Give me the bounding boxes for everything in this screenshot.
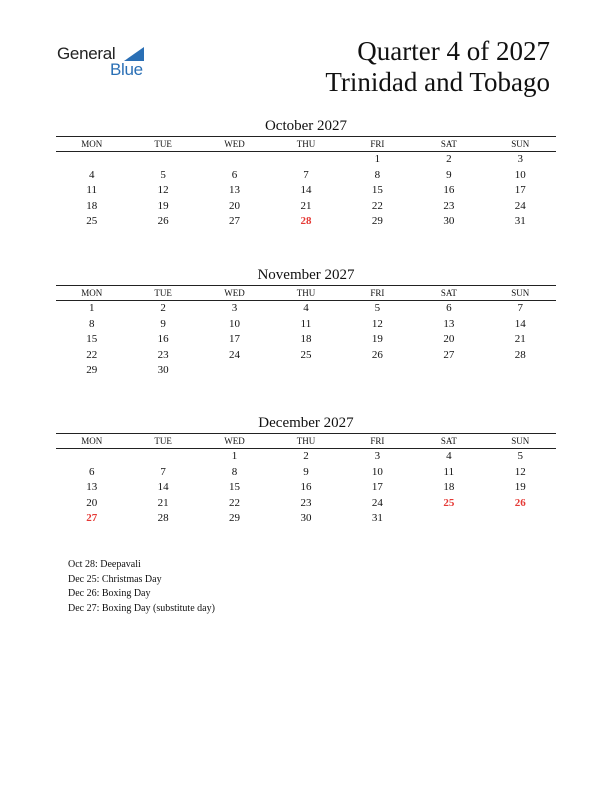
holiday-note: Dec 26: Boxing Day xyxy=(68,588,151,599)
holiday-day-cell: 26 xyxy=(514,496,526,509)
week-row xyxy=(56,511,556,527)
day-cell: 7 xyxy=(517,302,524,314)
title-country: Trinidad and Tobago xyxy=(325,67,550,97)
empty-day-cell xyxy=(485,511,556,527)
weekday-header: SAT xyxy=(413,137,484,152)
day-cell: 9 xyxy=(446,168,452,181)
week-row xyxy=(56,183,556,199)
day-cell: 17 xyxy=(229,333,241,345)
day-cell: 3 xyxy=(374,450,381,462)
day-cell: 16 xyxy=(300,481,312,493)
day-cell: 22 xyxy=(229,496,241,509)
day-cell: 23 xyxy=(300,496,312,509)
week-row xyxy=(56,168,556,184)
day-cell: 31 xyxy=(514,215,526,227)
logo-word-general: General xyxy=(57,44,116,63)
empty-day-cell xyxy=(199,152,270,168)
day-cell: 20 xyxy=(86,496,98,509)
day-cell: 13 xyxy=(443,317,455,330)
day-cell: 17 xyxy=(371,481,383,493)
holiday-day-cell: 28 xyxy=(300,215,312,227)
weekday-header: SUN xyxy=(485,434,556,449)
page-title xyxy=(325,36,550,98)
day-cell: 13 xyxy=(86,481,98,493)
holiday-day-cell: 25 xyxy=(443,496,455,509)
day-cell: 13 xyxy=(229,184,241,196)
month-calendar xyxy=(56,413,556,527)
weekday-header: THU xyxy=(270,137,341,152)
day-cell: 1 xyxy=(231,450,238,462)
holiday-note: Dec 25: Christmas Day xyxy=(68,573,162,585)
day-cell: 29 xyxy=(371,215,383,227)
day-cell: 23 xyxy=(157,348,169,361)
generalblue-logo xyxy=(57,44,157,82)
weekday-header: SAT xyxy=(413,286,484,301)
month-title: December 2027 xyxy=(258,415,354,431)
day-cell: 24 xyxy=(514,199,526,212)
day-cell: 9 xyxy=(303,465,309,478)
day-cell: 26 xyxy=(371,348,383,361)
holiday-note: Oct 28: Deepavali xyxy=(68,559,141,570)
day-cell: 21 xyxy=(157,496,169,509)
month-calendar xyxy=(56,265,556,379)
day-cell: 8 xyxy=(231,465,238,478)
day-cell: 11 xyxy=(443,465,455,478)
week-row xyxy=(56,332,556,348)
day-cell: 11 xyxy=(86,184,97,196)
day-cell: 9 xyxy=(160,317,166,330)
weekday-header-row xyxy=(56,434,556,449)
day-cell: 2 xyxy=(160,302,166,314)
week-row xyxy=(56,449,556,465)
week-row xyxy=(56,199,556,215)
week-row xyxy=(56,348,556,364)
empty-day-cell xyxy=(413,363,484,379)
month-title: October 2027 xyxy=(264,118,348,134)
day-cell: 30 xyxy=(157,364,169,376)
day-cell: 14 xyxy=(514,317,526,330)
week-row xyxy=(56,465,556,481)
weekday-header: WED xyxy=(199,137,270,152)
title-quarter: Quarter 4 of 2027 xyxy=(357,36,550,66)
day-cell: 26 xyxy=(157,215,169,227)
weekday-header: SUN xyxy=(485,137,556,152)
weekday-header: TUE xyxy=(127,286,198,301)
day-cell: 6 xyxy=(446,302,452,314)
day-cell: 6 xyxy=(231,168,238,181)
holiday-note: Dec 27: Boxing Day (substitute day) xyxy=(68,602,215,614)
day-cell: 5 xyxy=(517,450,524,462)
day-cell: 8 xyxy=(88,317,95,330)
day-cell: 17 xyxy=(514,184,526,196)
logo-triangle-icon xyxy=(124,47,144,61)
day-cell: 5 xyxy=(160,168,166,181)
day-cell: 24 xyxy=(371,496,383,509)
weekday-header: THU xyxy=(270,434,341,449)
day-cell: 5 xyxy=(374,302,381,314)
weekday-header: WED xyxy=(199,434,270,449)
day-cell: 29 xyxy=(229,512,241,524)
empty-day-cell xyxy=(127,152,198,168)
day-cell: 25 xyxy=(300,348,312,361)
logo-word-blue: Blue xyxy=(110,60,143,79)
weekday-header: THU xyxy=(270,286,341,301)
holiday-day-cell: 27 xyxy=(86,512,98,524)
month-calendar xyxy=(56,116,556,230)
holiday-notes xyxy=(68,558,215,616)
day-cell: 4 xyxy=(88,168,95,181)
weekday-header: FRI xyxy=(342,286,413,301)
day-cell: 28 xyxy=(514,348,526,361)
day-cell: 30 xyxy=(300,512,312,524)
day-cell: 14 xyxy=(300,184,312,196)
day-cell: 8 xyxy=(374,168,381,181)
day-cell: 3 xyxy=(517,153,524,165)
day-cell: 11 xyxy=(300,317,312,330)
day-cell: 23 xyxy=(443,199,455,212)
day-cell: 10 xyxy=(229,317,241,330)
day-cell: 16 xyxy=(157,333,169,345)
day-cell: 18 xyxy=(300,333,312,345)
weekday-header-row xyxy=(56,286,556,301)
day-cell: 15 xyxy=(86,333,98,345)
day-cell: 27 xyxy=(443,348,455,361)
day-cell: 16 xyxy=(443,184,455,196)
week-row xyxy=(56,152,556,168)
empty-day-cell xyxy=(270,152,341,168)
day-cell: 22 xyxy=(371,199,383,212)
weekday-header: TUE xyxy=(127,137,198,152)
day-cell: 12 xyxy=(157,184,169,196)
week-row xyxy=(56,363,556,379)
day-cell: 1 xyxy=(88,302,95,314)
day-cell: 24 xyxy=(229,348,241,361)
weekday-header: MON xyxy=(56,434,127,449)
day-cell: 25 xyxy=(86,215,98,227)
week-row xyxy=(56,301,556,317)
day-cell: 20 xyxy=(443,333,455,345)
empty-day-cell xyxy=(270,363,341,379)
weekday-header: MON xyxy=(56,137,127,152)
day-cell: 19 xyxy=(157,199,169,212)
empty-day-cell xyxy=(56,152,127,168)
day-cell: 2 xyxy=(303,450,309,462)
day-cell: 18 xyxy=(86,199,98,212)
day-cell: 15 xyxy=(371,184,383,196)
day-cell: 29 xyxy=(86,364,98,376)
week-row xyxy=(56,214,556,230)
day-cell: 1 xyxy=(374,153,381,165)
week-row xyxy=(56,317,556,333)
day-cell: 28 xyxy=(157,512,169,524)
day-cell: 19 xyxy=(371,333,383,345)
day-cell: 7 xyxy=(303,168,309,181)
weekday-header: FRI xyxy=(342,137,413,152)
week-row xyxy=(56,480,556,496)
day-cell: 6 xyxy=(88,465,95,478)
month-grid xyxy=(56,136,556,230)
empty-day-cell xyxy=(342,363,413,379)
day-cell: 19 xyxy=(514,481,526,493)
weekday-header: SAT xyxy=(413,434,484,449)
empty-day-cell xyxy=(127,449,198,465)
day-cell: 12 xyxy=(371,317,383,330)
weekday-header: TUE xyxy=(127,434,198,449)
weekday-header: MON xyxy=(56,286,127,301)
day-cell: 10 xyxy=(371,465,383,478)
day-cell: 15 xyxy=(229,481,241,493)
day-cell: 4 xyxy=(446,450,452,462)
empty-day-cell xyxy=(56,449,127,465)
day-cell: 4 xyxy=(303,302,309,314)
weekday-header-row xyxy=(56,137,556,152)
day-cell: 14 xyxy=(157,481,169,493)
month-grid xyxy=(56,285,556,379)
month-title: November 2027 xyxy=(257,267,355,283)
weekday-header: FRI xyxy=(342,434,413,449)
day-cell: 20 xyxy=(229,199,241,212)
weekday-header: SUN xyxy=(485,286,556,301)
day-cell: 22 xyxy=(86,348,98,361)
empty-day-cell xyxy=(199,363,270,379)
weekday-header: WED xyxy=(199,286,270,301)
day-cell: 21 xyxy=(300,199,312,212)
day-cell: 18 xyxy=(443,481,455,493)
day-cell: 10 xyxy=(514,168,526,181)
empty-day-cell xyxy=(485,363,556,379)
month-grid xyxy=(56,433,556,527)
day-cell: 31 xyxy=(371,512,383,524)
empty-day-cell xyxy=(413,511,484,527)
day-cell: 12 xyxy=(514,465,526,478)
day-cell: 7 xyxy=(160,465,166,478)
day-cell: 21 xyxy=(514,333,526,345)
day-cell: 3 xyxy=(231,302,238,314)
week-row xyxy=(56,496,556,512)
day-cell: 2 xyxy=(446,153,452,165)
day-cell: 30 xyxy=(443,215,455,227)
day-cell: 27 xyxy=(229,215,241,227)
